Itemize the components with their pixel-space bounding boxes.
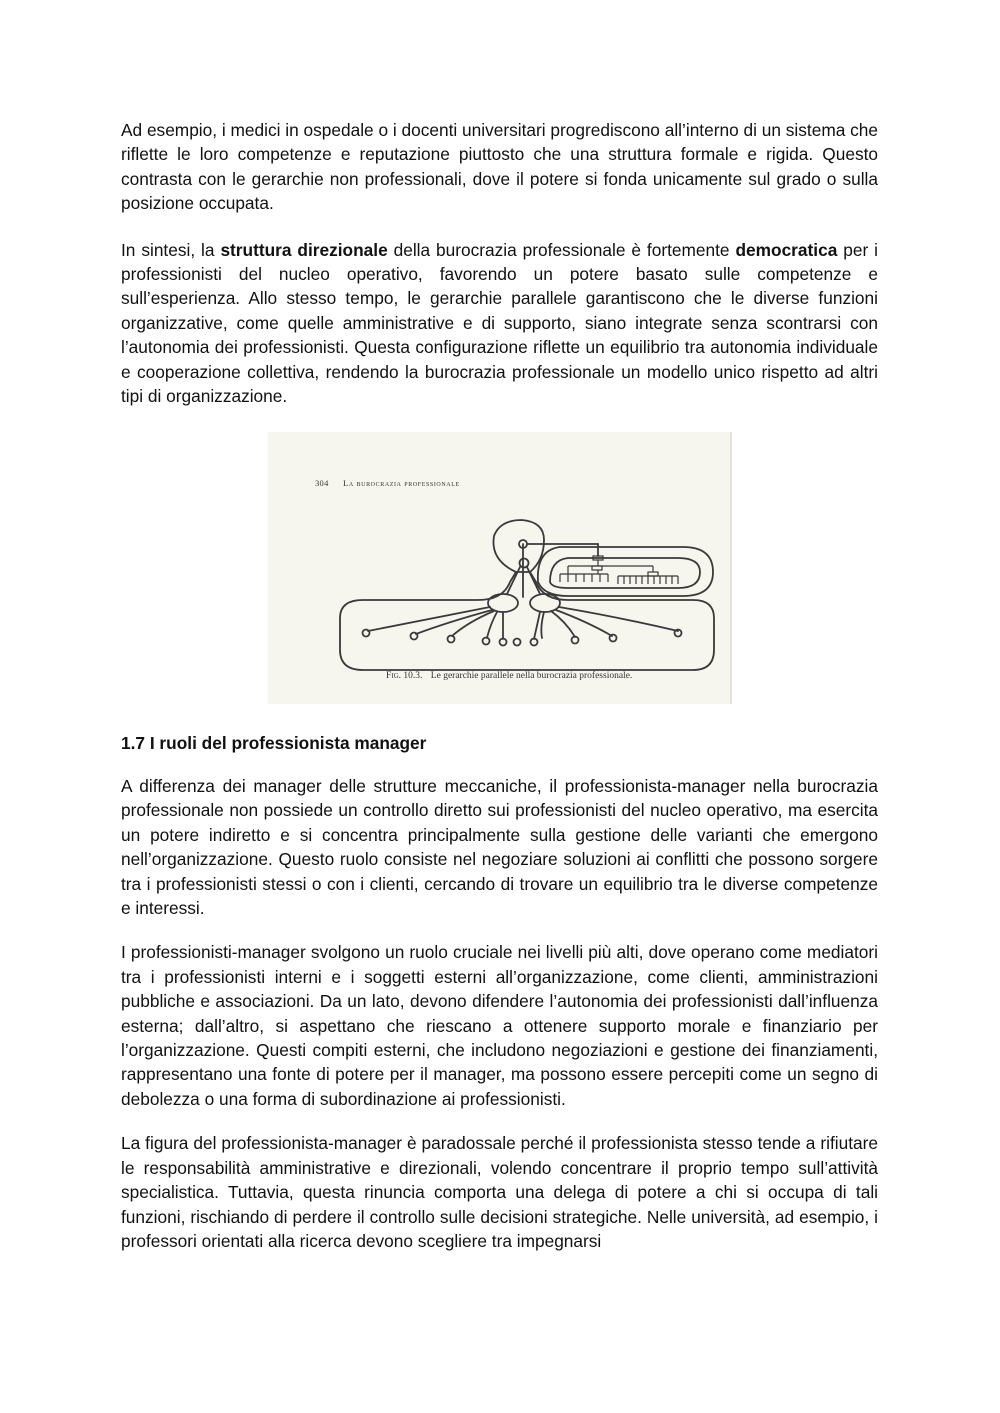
paragraph-1: Ad esempio, i medici in ospedale o i docenti universitari progrediscono all’interno di un sistema che riflette le loro competenze e reputazione piuttosto che una struttura formale e rigida. Questo contrasta con le gerarchie non professionali, dove il potere si fonda unicamente sul grado o sulla posizione occupata. — [121, 120, 878, 214]
figure-caption-label: Fig. 10.3. — [386, 671, 423, 681]
figure-caption-text: Le gerarchie parallele nella burocrazia professionale. — [430, 671, 633, 681]
paragraph-2-part-2: della burocrazia professionale è fortemente — [387, 239, 736, 260]
paragraph-2-part-3: per i professionisti del nucleo operativo, favorendo un potere basato sulle competenze e sull’esperienza. Allo stesso tempo, le gerarchie parallele garantiscono che le diverse funzioni organizzative, come quelle amministrative e di supporto, siano integrate senza scontrarsi con l’autonomia dei professionisti. Questa configurazione riflette un equilibrio tra autonomia individuale e cooperazione collettiva, rendendo la burocrazia professionale un modello unico rispetto ad altri tipi di organizzazione. — [121, 239, 878, 407]
paragraph-5: La figura del professionista-manager è paradossale perché il professionista stesso tende a rifiutare le responsabilità amministrative e direzionali, volendo concentrare il proprio tempo sull’attività specialistica. Tuttavia, questa rinuncia comporta una delega di potere a chi si occupa di tali funzioni, rischiando di perdere il controllo sulle decisioni strategiche. Nelle università, ad esempio, i professori orientati alla ricerca devono scegliere tra impegnarsi — [121, 1133, 878, 1251]
paragraph-3: A differenza dei manager delle strutture meccaniche, il professionista-manager nella burocrazia professionale non possiede un controllo diretto sui professionisti del nucleo operativo, ma esercita un potere indiretto e si concentra principalmente sulla gestione delle varianti che emergono nell’organizzazione. Questo ruolo consiste nel negoziare soluzioni ai conflitti che possono sorgere tra i professionisti stessi o con i clienti, cercando di trovare un equilibrio tra le diverse competenze e interessi. — [121, 776, 878, 919]
bold-democratica: democratica — [735, 239, 838, 260]
figure-running-head: La burocrazia professionale — [343, 478, 460, 488]
figure-caption — [386, 671, 632, 681]
parallel-hierarchies-diagram — [268, 432, 730, 704]
section-heading: 1.7 I ruoli del professionista manager — [121, 733, 427, 753]
paragraph-2 — [121, 238, 878, 409]
body-text-upper — [121, 118, 878, 408]
figure-page-number: 304 — [315, 478, 329, 488]
bold-struttura-direzionale: struttura direzionale — [220, 239, 388, 260]
scanned-figure — [268, 432, 732, 704]
diagram-operating-core-outline — [340, 572, 714, 670]
paragraph-4: I professionisti-manager svolgono un ruolo cruciale nei livelli più alti, dove operano come mediatori tra i professionisti interni e i soggetti esterni all’organizzazione, come clienti, amministrazioni pubbliche e associazioni. Da un lato, devono difendere l’autonomia dei professionisti dall’influenza esterna; dall’altro, si aspettano che riescano a ottenere supporto morale e finanziario per l’organizzazione. Questi compiti esterni, che includono negoziazioni e gestione dei finanziamenti, rappresentano una fonte di potere per il manager, ma possono essere percepiti come un segno di debolezza o una forma di subordinazione ai professionisti. — [121, 942, 878, 1109]
body-text-lower — [121, 774, 878, 1253]
paragraph-2-part-1: In sintesi, la — [121, 239, 221, 260]
